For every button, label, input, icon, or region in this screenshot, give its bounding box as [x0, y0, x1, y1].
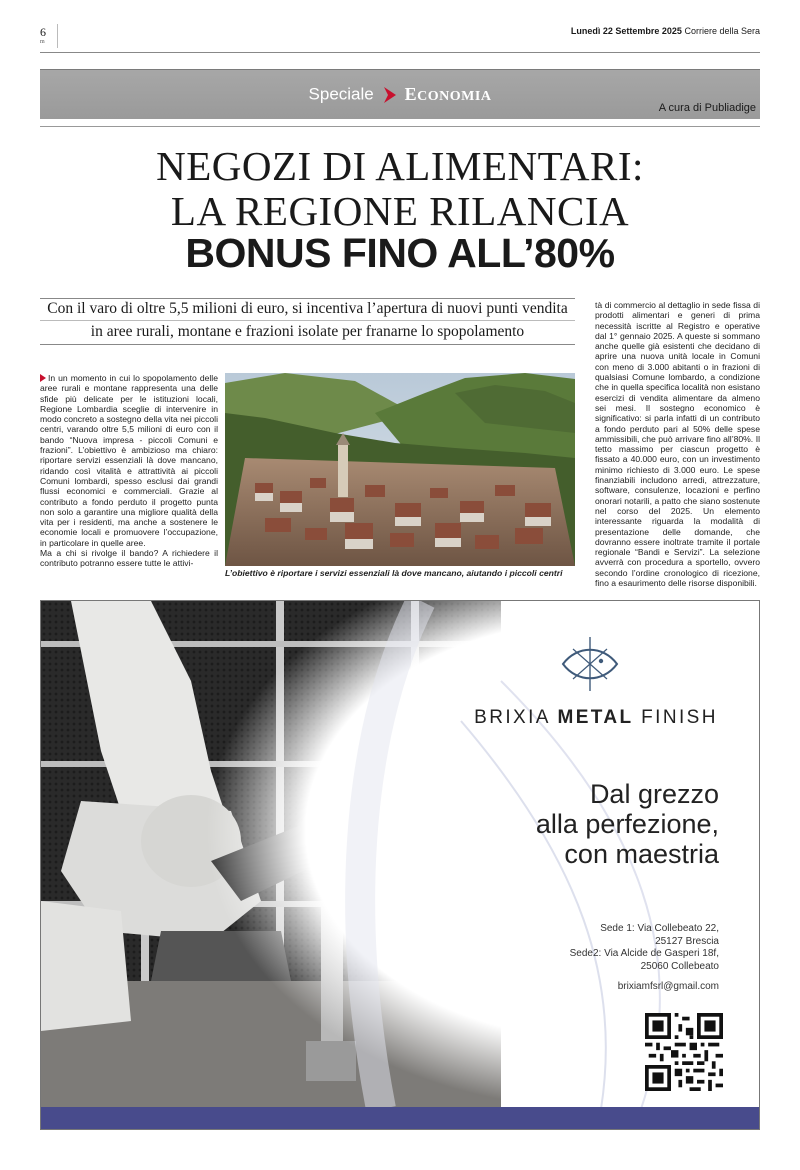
issue-date-line [571, 26, 760, 36]
subheadline-line-1: Con il varo di oltre 5,5 milioni di euro, si incentiva l’apertura di nuovi punti vendita [47, 300, 568, 317]
page-number-sub: m [40, 39, 45, 45]
photo-caption: L’obiettivo è riportare i servizi essenziali là dove mancano, aiutando i piccoli centri [225, 568, 563, 578]
advertisement [40, 600, 760, 1130]
arrow-marker-icon [40, 374, 46, 382]
header-rule [40, 52, 760, 53]
headline-line-1: NEGOZI DI ALIMENTARI: [156, 143, 644, 189]
qr-code-icon[interactable] [645, 1013, 723, 1091]
article-column-right [595, 300, 760, 588]
banner-underline [40, 126, 760, 127]
address-line: 25127 Brescia [655, 935, 719, 947]
section-label: Speciale [308, 84, 374, 104]
ad-email[interactable]: brixiamfsrl@gmail.com [617, 981, 719, 992]
subhead-rule-bottom [40, 344, 575, 345]
address-line: Sede 1: Via Collebeato 22, [600, 923, 719, 934]
section-banner [40, 69, 760, 119]
section-title: ECONOMIA [404, 84, 492, 104]
page-number: 6 [40, 25, 46, 39]
ad-footer-bar [41, 1107, 760, 1129]
slogan-line: alla perfezione, [535, 809, 719, 839]
newspaper-name: Corriere della Sera [684, 26, 760, 36]
article-paragraph-1: In un momento in cui lo spopolamento delle aree rurali e montane rappresenta una delle sfide più delicate per le istituzioni locali, Regione Lombardia sceglie di intervenire in modo concreto a sostegno della vita nei piccoli centri, varando oltre 5,5 milioni di euro con il bando “Nuova impresa - piccoli Comuni e frazioni”. L’obiettivo è ambizioso ma chiaro: riportare servizi essenziali là dove mancano, ridando così vitalità e attrattività ai piccoli Comuni lombardi, spesso esclusi dai grandi flussi economici e commerciali. Grazie al contributo a fondo perduto il progetto punta non solo a garantire una migliore qualità della vita per i residenti, ma anche a sostenere le economie locali e promuovere l’occupazione, in particolare in quelle aree. [40, 373, 218, 548]
subheadline-line-2: in aree rurali, montane e frazioni isolate per franarne lo spopolamento [90, 323, 525, 340]
chevron-right-icon [382, 87, 396, 103]
page-number-divider [57, 24, 58, 48]
slogan-line: con maestria [564, 839, 719, 869]
brixia-fish-logo-icon [559, 633, 621, 695]
ad-slogan [536, 779, 719, 869]
article-paragraph-2: Ma a chi si rivolge il bando? A richiedere il contributo potranno essere tutte le attivi- [40, 548, 218, 569]
article-paragraph-3: tà di commercio al dettaglio in sede fissa di prodotti alimentari e generi di prima necessità iscritte al Registro e operative dal 1° gennaio 2025. A queste si sommano anche quelle già esistenti che decidano di aprire una nuova unità locale in Comuni con meno di 3.000 abitanti o in frazioni di qualsiasi Comune lombardo, a condizione che in quella specifica località non esistano esercizi di vendita alimentare da almeno sei mesi. Il sostegno economico è significativo: si parla infatti di un contributo a fondo perduto pari al 50% delle spese ammissibili, che può arrivare fino all’80%. Il tetto massimo per ciascun progetto è fissato a 40.000 euro, con un investimento minimo richiesto di 3.000 euro. Le spese finanziabili includono arredi, attrezzature, software, consulenze, locazioni e perfino onorari notarili, a patto che siano sostenute nel corso del 2025. Un elemento interessante riguarda la modalità di presentazione delle domande, che dovranno essere inoltrate tramite il portale regionale “Bandi e Servizi”. La selezione avverrà con procedura a sportello, ovvero secondo l’ordine cronologico di ricezione, fino a esaurimento delle risorse disponibili. [595, 300, 760, 589]
issue-date: Lunedì 22 Settembre 2025 [570, 26, 682, 36]
headline-line-3: BONUS FINO ALL’80% [185, 230, 615, 276]
slogan-line: Dal grezzo [589, 779, 719, 809]
headline-line-2: LA REGIONE RILANCIA [170, 188, 630, 234]
address-line: Sede2: Via Alcide de Gasperi 18f, [569, 948, 719, 959]
curator-credit: A cura di Publiadige [658, 102, 756, 114]
ad-address [570, 923, 719, 973]
address-line: 25060 Collebeato [640, 960, 719, 972]
brand-name: BRIXIA METAL FINISH [474, 707, 718, 728]
article-column-left [40, 373, 218, 569]
village-photo [225, 373, 575, 566]
